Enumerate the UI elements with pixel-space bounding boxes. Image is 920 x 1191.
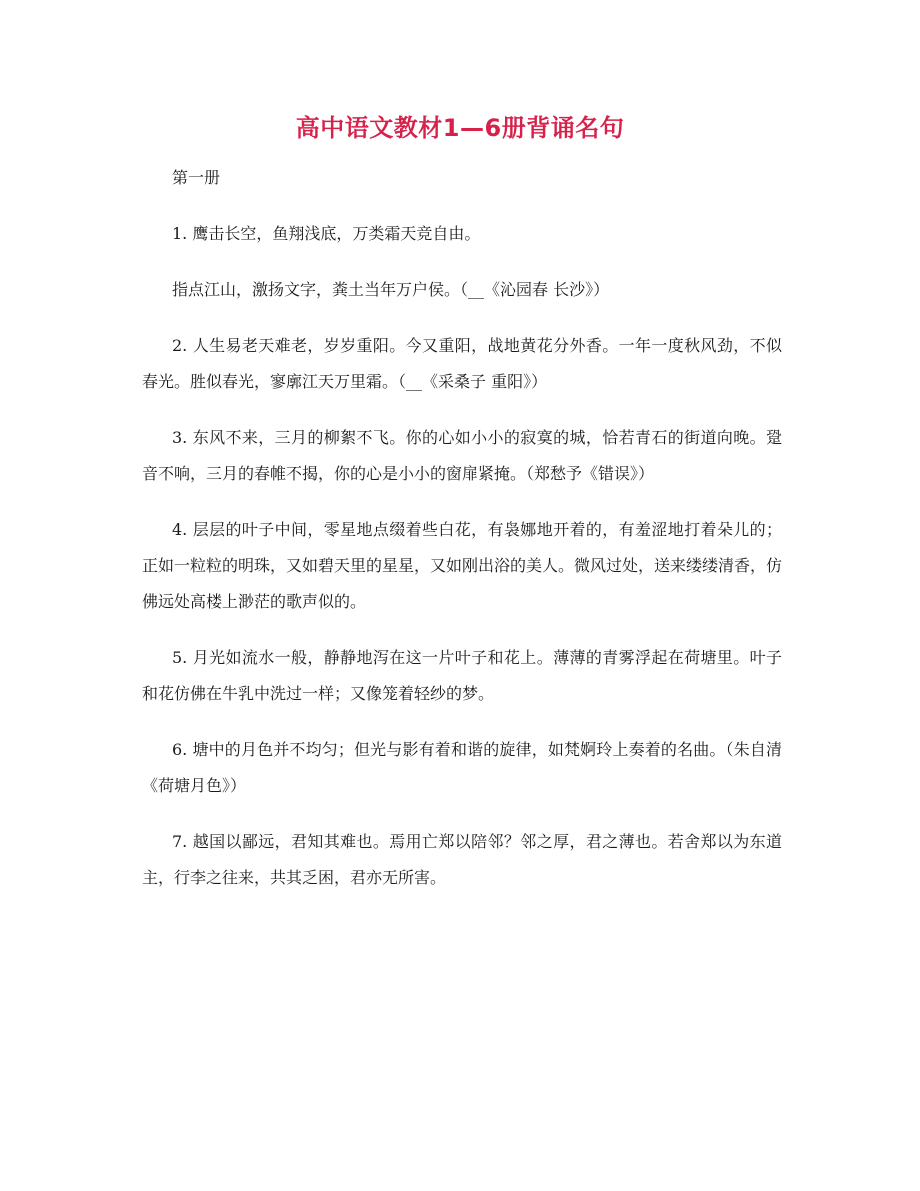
- document-title: 高中语文教材1—6册背诵名句: [295, 114, 625, 142]
- section-label: 第一册: [172, 168, 221, 187]
- paragraph-4: 3. 东风不来，三月的柳絮不飞。你的心如小小的寂寞的城，恰若青石的街道向晚。跫音不响，三月的春帷不揭，你的心是小小的窗扉紧掩。（郑愁予《错误》）: [142, 428, 782, 483]
- paragraph-6: 5. 月光如流水一般，静静地泻在这一片叶子和花上。薄薄的青雾浮起在荷塘里。叶子和花仿佛在牛乳中洗过一样；又像笼着轻纱的梦。: [142, 648, 782, 703]
- paragraph-1: 1. 鹰击长空，鱼翔浅底，万类霜天竞自由。: [172, 224, 481, 243]
- paragraph-3: 2. 人生易老天难老，岁岁重阳。今又重阳，战地黄花分外香。一年一度秋风劲，不似春光。胜似春光，寥廓江天万里霜。（__《采桑子 重阳》）: [142, 336, 782, 391]
- paragraph-2: 指点江山，激扬文字，粪土当年万户侯。（__《沁园春 长沙》）: [172, 280, 610, 299]
- paragraph-7: 6. 塘中的月色并不均匀；但光与影有着和谐的旋律，如梵婀玲上奏着的名曲。（朱自清《荷塘月色》）: [142, 740, 782, 795]
- paragraph-5: 4. 层层的叶子中间，零星地点缀着些白花，有袅娜地开着的，有羞涩地打着朵儿的；正如一粒粒的明珠，又如碧天里的星星，又如刚出浴的美人。微风过处，送来缕缕清香，仿佛远处高楼上渺茫的歌声似的。: [142, 520, 783, 611]
- document-body: [142, 160, 782, 916]
- paragraph-8: 7. 越国以鄙远，君知其难也。焉用亡郑以陪邻？邻之厚，君之薄也。若舍郑以为东道主，行李之往来，共其乏困，君亦无所害。: [142, 832, 782, 887]
